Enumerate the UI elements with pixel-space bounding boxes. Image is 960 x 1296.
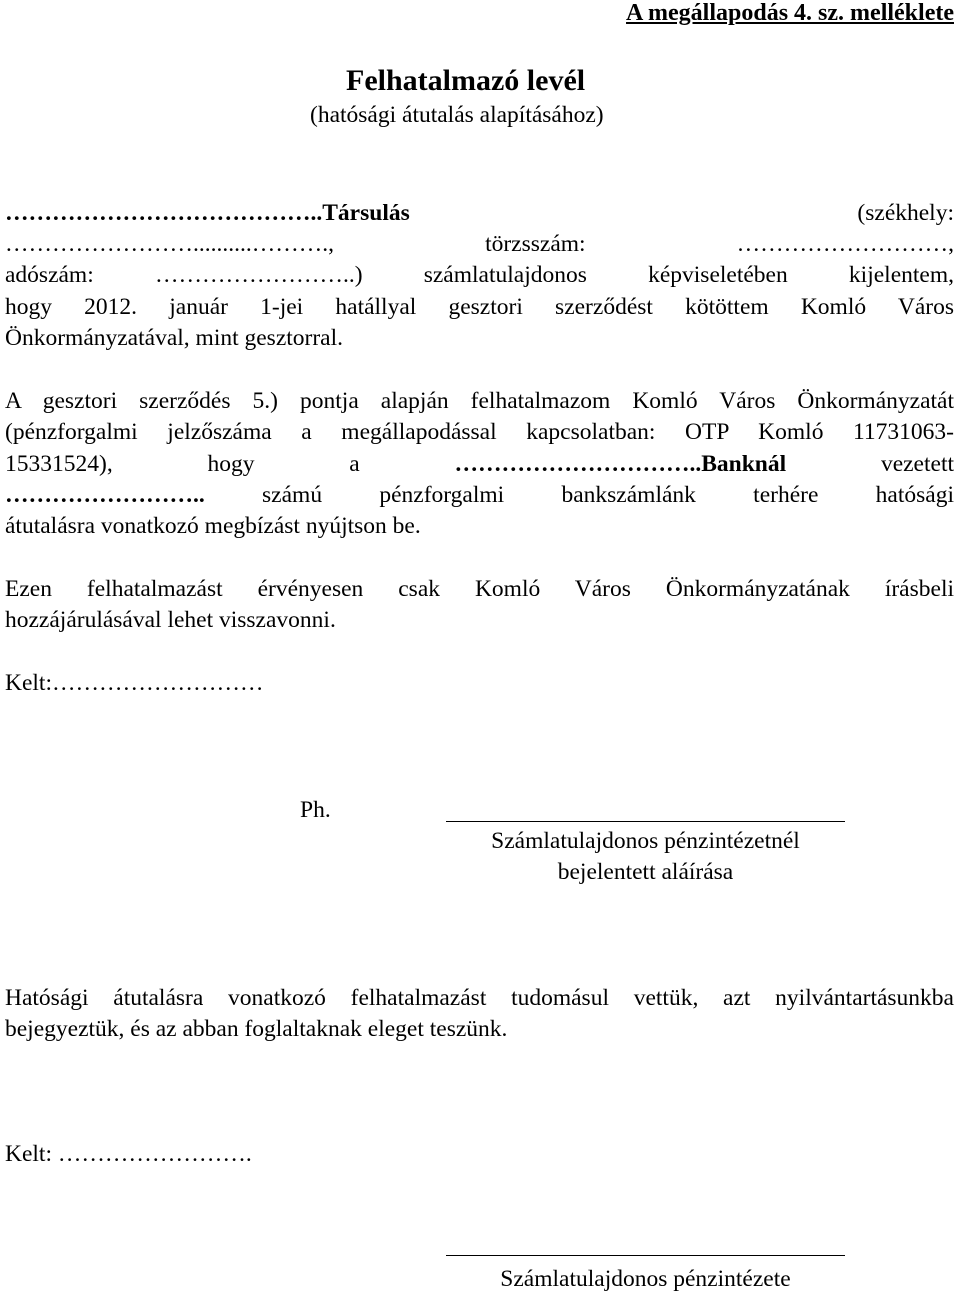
para1-seat: (székhely: <box>857 200 954 226</box>
para1-l2a: ……………………..........………., törzsszám: <box>5 231 586 257</box>
para2-l3d: …………………………. <box>454 451 696 477</box>
tarsulas-label: .Társulás <box>316 200 410 226</box>
para2-line2: (pénzforgalmi jelzőszáma a megállapodással kapcsolatban: OTP Komló 11731063- <box>5 419 954 445</box>
para2-l3c: a <box>349 451 360 477</box>
para3-line1: Ezen felhatalmazást érvényesen csak Komló Város Önkormányzatának írásbeli <box>5 576 954 602</box>
para1-l2b: ………………………, <box>736 231 954 257</box>
para2-l3a: 15331524), <box>5 451 113 477</box>
para4-line2: bejegyeztük, és az abban foglaltaknak eleget teszünk. <box>5 1016 508 1042</box>
document-title: Felhatalmazó levél <box>346 64 586 97</box>
para2-l4a: …………………….. <box>5 482 205 508</box>
signature-line-2 <box>446 1255 845 1256</box>
para2-l4b: számú pénzforgalmi bankszámlánk terhére hatósági <box>262 482 954 508</box>
para1-line3 <box>5 260 954 292</box>
para2-line5: átutalásra vonatkozó megbízást nyújtson be. <box>5 513 421 539</box>
signature-line-1 <box>446 821 845 822</box>
para1-line4: hogy 2012. január 1-jei hatállyal gesztori szerződést kötöttem Komló Város <box>5 294 954 320</box>
signature2-line1: Számlatulajdonos pénzintézete <box>500 1266 791 1292</box>
annex-label: A megállapodás 4. sz. melléklete <box>626 0 954 26</box>
bank-label: .Banknál <box>695 451 787 477</box>
para2-line3 <box>5 449 954 481</box>
kelt-field-2: Kelt: ……………………. <box>5 1141 252 1167</box>
para1-line2 <box>5 229 954 261</box>
para1-line1 <box>5 198 954 230</box>
para3-line2: hozzájárulásával lehet visszavonni. <box>5 607 336 633</box>
para2-line1: A gesztori szerződés 5.) pontja alapján felhatalmazom Komló Város Önkormányzatát <box>5 388 954 414</box>
para1-l3a: adószám: <box>5 262 94 288</box>
document-subtitle: (hatósági átutalás alapításához) <box>310 102 604 128</box>
signature1-line1: Számlatulajdonos pénzintézetnél <box>491 828 800 854</box>
signature1-line2: bejelentett aláírása <box>557 859 734 885</box>
para2-l3f: vezetett <box>880 451 954 477</box>
kelt-field-1: Kelt:……………………… <box>5 670 264 696</box>
para1-line5: Önkormányzatával, mint gesztorral. <box>5 325 344 351</box>
para1-l3b: ……………………..) számlatulajdonos képviseletében kijelentem, <box>154 262 954 288</box>
para1-dots: …………………………………. <box>5 200 317 226</box>
para2-l3-bank <box>454 451 786 477</box>
para2-line4 <box>5 480 954 512</box>
para4-line1: Hatósági átutalásra vonatkozó felhatalmazást tudomásul vettük, azt nyilvántartásunkba <box>5 985 954 1011</box>
stamp-label: Ph. <box>300 797 331 823</box>
para2-l3b: hogy <box>207 451 255 477</box>
